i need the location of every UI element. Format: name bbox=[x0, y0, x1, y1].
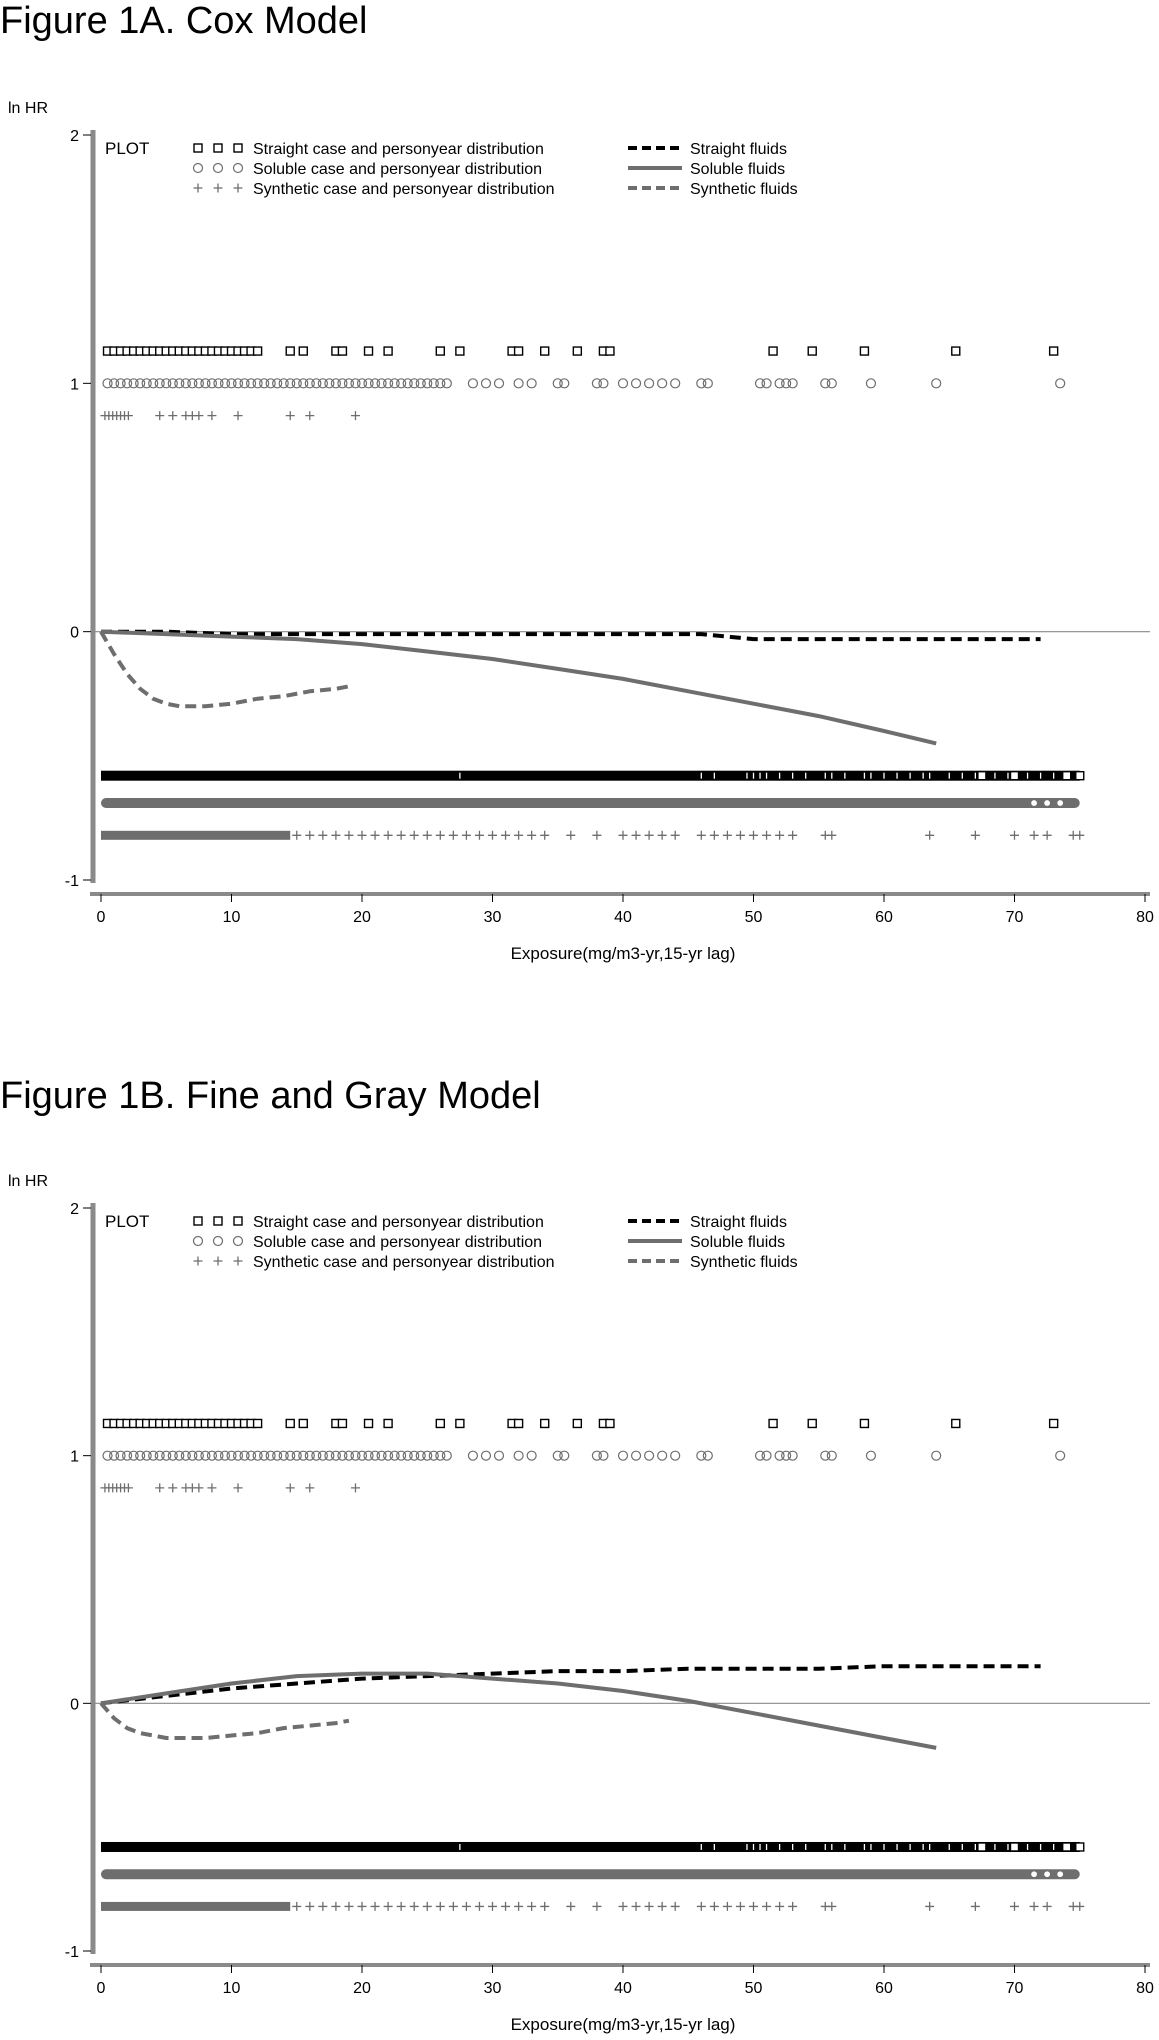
legend-label-soluble-distribution: Soluble case and personyear distribution bbox=[253, 1234, 543, 1251]
x-tick-label: 20 bbox=[353, 1980, 371, 1997]
synthetic-personyear-marker bbox=[436, 1902, 445, 1911]
soluble-personyear-band bbox=[101, 798, 1080, 808]
figure-1b-title: Figure 1B. Fine and Gray Model bbox=[0, 1075, 541, 1117]
soluble-case-marker bbox=[560, 379, 569, 388]
straight-case-marker bbox=[456, 347, 464, 355]
soluble-personyear-marker bbox=[1031, 800, 1038, 807]
synthetic-personyear-marker bbox=[318, 1902, 327, 1911]
straight-case-marker bbox=[436, 347, 444, 355]
straight-case-marker bbox=[299, 347, 307, 355]
legend-label-synthetic-fluids: Synthetic fluids bbox=[690, 181, 798, 198]
fine-gray-model-chart bbox=[0, 1145, 1159, 2040]
y-tick-label: 2 bbox=[70, 1201, 79, 1218]
synthetic-personyear-marker bbox=[305, 1902, 314, 1911]
x-tick-label: 0 bbox=[96, 1980, 106, 1997]
synthetic-personyear-marker bbox=[762, 1902, 771, 1911]
synthetic-personyear-marker bbox=[475, 831, 484, 840]
synthetic-personyear-marker bbox=[775, 831, 784, 840]
straight-case-marker bbox=[860, 347, 868, 355]
synthetic-personyear-marker bbox=[925, 1902, 934, 1911]
straight-case-marker bbox=[299, 1419, 307, 1427]
synthetic-personyear-marker bbox=[749, 831, 758, 840]
straight-case-marker bbox=[286, 1419, 294, 1427]
synthetic-personyear-marker bbox=[514, 1902, 523, 1911]
synthetic-personyear-marker bbox=[410, 831, 419, 840]
legend-marker-straight bbox=[194, 1217, 202, 1225]
x-tick-label: 0 bbox=[96, 909, 106, 926]
synthetic-personyear-marker bbox=[566, 831, 575, 840]
soluble-case-marker bbox=[866, 1451, 875, 1460]
x-tick-label: 80 bbox=[1136, 909, 1154, 926]
soluble-case-marker bbox=[827, 379, 836, 388]
synthetic-personyear-marker bbox=[566, 1902, 575, 1911]
synthetic-personyear-marker bbox=[827, 1902, 836, 1911]
synthetic-personyear-marker bbox=[762, 831, 771, 840]
synthetic-personyear-marker bbox=[619, 1902, 628, 1911]
legend-marker-soluble bbox=[234, 1237, 243, 1246]
straight-case-marker bbox=[808, 1419, 816, 1427]
synthetic-case-marker bbox=[207, 411, 216, 420]
synthetic-personyear-marker bbox=[331, 831, 340, 840]
legend-marker-straight bbox=[234, 1217, 242, 1225]
soluble-case-marker bbox=[481, 379, 490, 388]
distribution-markers bbox=[100, 347, 1084, 840]
soluble-personyear-marker bbox=[1044, 1871, 1051, 1878]
x-tick-label: 50 bbox=[744, 909, 763, 926]
legend bbox=[105, 1212, 798, 1271]
straight-case-marker bbox=[436, 1419, 444, 1427]
synthetic-personyear-marker bbox=[925, 831, 934, 840]
legend-label-straight-distribution: Straight case and personyear distribution bbox=[253, 1214, 544, 1231]
synthetic-personyear-marker bbox=[475, 1902, 484, 1911]
x-tick-label: 20 bbox=[353, 909, 371, 926]
soluble-personyear-marker bbox=[1044, 800, 1051, 807]
straight-case-marker bbox=[338, 347, 346, 355]
x-tick-label: 70 bbox=[1005, 1980, 1024, 1997]
legend-marker-soluble bbox=[194, 1237, 203, 1246]
synthetic-case-marker bbox=[351, 411, 360, 420]
soluble-case-marker bbox=[619, 1451, 628, 1460]
synthetic-personyear-marker bbox=[1010, 831, 1019, 840]
legend-label-soluble-fluids: Soluble fluids bbox=[690, 161, 786, 178]
synthetic-personyear-marker bbox=[488, 1902, 497, 1911]
legend-label-straight-distribution: Straight case and personyear distribution bbox=[253, 141, 544, 158]
synthetic-personyear-marker bbox=[371, 831, 380, 840]
straight-case-marker bbox=[541, 347, 549, 355]
straight-case-marker bbox=[808, 347, 816, 355]
cox-model-chart bbox=[0, 70, 1159, 1000]
soluble-case-marker bbox=[932, 379, 941, 388]
synthetic-personyear-marker bbox=[540, 1902, 549, 1911]
soluble-case-marker bbox=[1056, 1451, 1065, 1460]
y-axis-label: ln HR bbox=[8, 100, 49, 117]
straight-case-marker bbox=[254, 1419, 262, 1427]
straight-case-marker bbox=[606, 1419, 614, 1427]
synthetic-personyear-marker bbox=[671, 831, 680, 840]
soluble-case-marker bbox=[703, 379, 712, 388]
straight-personyear-marker bbox=[1076, 772, 1084, 780]
soluble-fluids-line bbox=[101, 632, 936, 744]
y-tick-label: -1 bbox=[64, 1944, 79, 1961]
legend-label-soluble-fluids: Soluble fluids bbox=[690, 1234, 786, 1251]
legend-marker-synthetic bbox=[234, 184, 243, 193]
straight-personyear-band bbox=[101, 771, 1080, 781]
straight-personyear-marker bbox=[1011, 1843, 1019, 1851]
straight-case-marker bbox=[952, 347, 960, 355]
legend-label-straight-fluids: Straight fluids bbox=[690, 1214, 787, 1231]
synthetic-personyear-marker bbox=[527, 1902, 536, 1911]
soluble-case-marker bbox=[827, 1451, 836, 1460]
legend-label-synthetic-distribution: Synthetic case and personyear distribution bbox=[253, 181, 555, 198]
legend-marker-synthetic bbox=[234, 1257, 243, 1266]
soluble-case-marker bbox=[599, 379, 608, 388]
soluble-case-marker bbox=[481, 1451, 490, 1460]
synthetic-case-marker bbox=[351, 1483, 360, 1492]
synthetic-personyear-marker bbox=[1030, 1902, 1039, 1911]
x-tick-label: 40 bbox=[614, 909, 632, 926]
straight-case-marker bbox=[769, 1419, 777, 1427]
legend-marker-synthetic bbox=[194, 1257, 203, 1266]
synthetic-case-marker bbox=[207, 1483, 216, 1492]
straight-case-marker bbox=[573, 1419, 581, 1427]
soluble-case-marker bbox=[866, 379, 875, 388]
plot-label: PLOT bbox=[105, 139, 150, 158]
synthetic-personyear-marker bbox=[971, 1902, 980, 1911]
straight-case-marker bbox=[541, 1419, 549, 1427]
synthetic-personyear-marker bbox=[397, 831, 406, 840]
synthetic-personyear-marker bbox=[971, 831, 980, 840]
soluble-case-marker bbox=[468, 1451, 477, 1460]
synthetic-personyear-marker bbox=[318, 831, 327, 840]
x-tick-label: 30 bbox=[483, 1980, 502, 1997]
synthetic-personyear-marker bbox=[384, 831, 393, 840]
synthetic-personyear-marker bbox=[462, 1902, 471, 1911]
synthetic-personyear-marker bbox=[632, 1902, 641, 1911]
synthetic-personyear-marker bbox=[423, 1902, 432, 1911]
straight-case-marker bbox=[338, 1419, 346, 1427]
legend-marker-straight bbox=[214, 144, 222, 152]
synthetic-personyear-marker bbox=[436, 831, 445, 840]
synthetic-case-marker bbox=[168, 1483, 177, 1492]
plot-area bbox=[83, 1203, 1150, 1973]
synthetic-case-marker bbox=[155, 411, 164, 420]
synthetic-personyear-marker bbox=[645, 831, 654, 840]
x-tick-label: 30 bbox=[483, 909, 502, 926]
straight-personyear-marker bbox=[1011, 772, 1019, 780]
synthetic-personyear-marker bbox=[658, 831, 667, 840]
legend-marker-soluble bbox=[214, 1237, 223, 1246]
y-tick-label: -1 bbox=[64, 873, 79, 890]
straight-case-marker bbox=[1050, 1419, 1058, 1427]
legend-marker-straight bbox=[194, 144, 202, 152]
soluble-case-marker bbox=[632, 379, 641, 388]
soluble-case-marker bbox=[1056, 379, 1065, 388]
straight-case-marker bbox=[365, 1419, 373, 1427]
soluble-case-marker bbox=[442, 379, 451, 388]
legend-marker-soluble bbox=[214, 164, 223, 173]
legend-label-soluble-distribution: Soluble case and personyear distribution bbox=[253, 161, 543, 178]
soluble-case-marker bbox=[619, 379, 628, 388]
synthetic-case-marker bbox=[155, 1483, 164, 1492]
synthetic-personyear-marker bbox=[1075, 1902, 1084, 1911]
soluble-case-marker bbox=[495, 1451, 504, 1460]
x-tick-label: 80 bbox=[1136, 1980, 1154, 1997]
synthetic-personyear-marker bbox=[1075, 831, 1084, 840]
soluble-case-marker bbox=[632, 1451, 641, 1460]
synthetic-personyear-marker bbox=[592, 831, 601, 840]
soluble-case-marker bbox=[514, 379, 523, 388]
synthetic-personyear-marker bbox=[632, 831, 641, 840]
synthetic-personyear-marker bbox=[501, 831, 510, 840]
x-tick-label: 10 bbox=[222, 909, 241, 926]
x-tick-label: 60 bbox=[875, 1980, 893, 1997]
synthetic-personyear-marker bbox=[501, 1902, 510, 1911]
y-tick-label: 0 bbox=[70, 1696, 79, 1714]
synthetic-personyear-marker bbox=[292, 1902, 301, 1911]
soluble-case-marker bbox=[468, 379, 477, 388]
soluble-personyear-marker bbox=[1057, 800, 1064, 807]
synthetic-personyear-marker bbox=[788, 831, 797, 840]
straight-case-marker bbox=[515, 347, 523, 355]
soluble-personyear-band bbox=[101, 1869, 1080, 1879]
synthetic-personyear-marker bbox=[723, 831, 732, 840]
soluble-case-marker bbox=[442, 1451, 451, 1460]
synthetic-case-marker bbox=[305, 1483, 314, 1492]
synthetic-case-marker bbox=[168, 411, 177, 420]
synthetic-personyear-marker bbox=[488, 831, 497, 840]
straight-personyear-marker bbox=[978, 1843, 986, 1851]
y-tick-label: 2 bbox=[70, 128, 79, 145]
synthetic-personyear-marker bbox=[384, 1902, 393, 1911]
synthetic-personyear-marker bbox=[788, 1902, 797, 1911]
y-tick-label: 1 bbox=[70, 376, 79, 394]
soluble-case-marker bbox=[527, 1451, 536, 1460]
synthetic-case-marker bbox=[124, 411, 133, 420]
synthetic-case-marker bbox=[194, 411, 203, 420]
soluble-case-marker bbox=[560, 1451, 569, 1460]
straight-case-marker bbox=[1050, 347, 1058, 355]
synthetic-case-marker bbox=[194, 1483, 203, 1492]
plot-area bbox=[83, 130, 1150, 902]
soluble-case-marker bbox=[671, 379, 680, 388]
soluble-case-marker bbox=[762, 379, 771, 388]
synthetic-personyear-marker bbox=[449, 831, 458, 840]
straight-case-marker bbox=[456, 1419, 464, 1427]
y-tick-label: 0 bbox=[70, 624, 79, 642]
legend-marker-synthetic bbox=[194, 184, 203, 193]
synthetic-case-marker bbox=[234, 1483, 243, 1492]
synthetic-personyear-marker bbox=[397, 1902, 406, 1911]
soluble-case-marker bbox=[658, 1451, 667, 1460]
synthetic-personyear-marker bbox=[344, 831, 353, 840]
legend-marker-straight bbox=[234, 144, 242, 152]
synthetic-case-marker bbox=[286, 1483, 295, 1492]
x-axis-label: Exposure(mg/m3-yr,15-yr lag) bbox=[510, 944, 736, 963]
soluble-case-marker bbox=[645, 1451, 654, 1460]
straight-personyear-marker bbox=[978, 772, 986, 780]
soluble-case-marker bbox=[599, 1451, 608, 1460]
figure-1a-title: Figure 1A. Cox Model bbox=[0, 0, 368, 42]
straight-case-marker bbox=[286, 347, 294, 355]
soluble-case-marker bbox=[671, 1451, 680, 1460]
straight-case-marker bbox=[515, 1419, 523, 1427]
straight-case-marker bbox=[573, 347, 581, 355]
synthetic-personyear-marker bbox=[710, 831, 719, 840]
synthetic-personyear-marker bbox=[292, 831, 301, 840]
plot-label: PLOT bbox=[105, 1212, 150, 1231]
legend-marker-soluble bbox=[234, 164, 243, 173]
straight-case-marker bbox=[860, 1419, 868, 1427]
straight-case-marker bbox=[384, 347, 392, 355]
synthetic-personyear-marker bbox=[1010, 1902, 1019, 1911]
soluble-personyear-marker bbox=[1031, 1871, 1038, 1878]
soluble-case-marker bbox=[658, 379, 667, 388]
synthetic-personyear-marker bbox=[358, 831, 367, 840]
x-axis-label: Exposure(mg/m3-yr,15-yr lag) bbox=[510, 2015, 736, 2034]
synthetic-personyear-marker bbox=[514, 831, 523, 840]
soluble-case-marker bbox=[495, 379, 504, 388]
straight-case-marker bbox=[384, 1419, 392, 1427]
synthetic-personyear-marker bbox=[775, 1902, 784, 1911]
x-tick-label: 70 bbox=[1005, 909, 1024, 926]
synthetic-fluids-line bbox=[101, 1703, 349, 1738]
synthetic-personyear-marker bbox=[671, 1902, 680, 1911]
legend-label-synthetic-distribution: Synthetic case and personyear distribution bbox=[253, 1254, 555, 1271]
y-tick-label: 1 bbox=[70, 1448, 79, 1466]
legend-marker-synthetic bbox=[214, 184, 223, 193]
synthetic-personyear-marker bbox=[344, 1902, 353, 1911]
straight-case-marker bbox=[254, 347, 262, 355]
synthetic-personyear-marker bbox=[645, 1902, 654, 1911]
synthetic-personyear-marker bbox=[449, 1902, 458, 1911]
soluble-case-marker bbox=[932, 1451, 941, 1460]
legend-label-synthetic-fluids: Synthetic fluids bbox=[690, 1254, 798, 1271]
synthetic-personyear-marker bbox=[710, 1902, 719, 1911]
synthetic-personyear-marker bbox=[423, 831, 432, 840]
soluble-case-marker bbox=[788, 379, 797, 388]
legend-marker-straight bbox=[214, 1217, 222, 1225]
soluble-case-marker bbox=[762, 1451, 771, 1460]
soluble-case-marker bbox=[527, 379, 536, 388]
straight-case-marker bbox=[952, 1419, 960, 1427]
straight-personyear-band bbox=[101, 1842, 1080, 1852]
straight-personyear-marker bbox=[1063, 1843, 1071, 1851]
straight-case-marker bbox=[606, 347, 614, 355]
synthetic-personyear-marker bbox=[527, 831, 536, 840]
soluble-personyear-marker bbox=[1057, 1871, 1064, 1878]
straight-case-marker bbox=[769, 347, 777, 355]
x-tick-label: 10 bbox=[222, 1980, 241, 1997]
soluble-case-marker bbox=[514, 1451, 523, 1460]
legend-marker-soluble bbox=[194, 164, 203, 173]
synthetic-personyear-marker bbox=[592, 1902, 601, 1911]
synthetic-personyear-marker bbox=[371, 1902, 380, 1911]
synthetic-personyear-marker bbox=[540, 831, 549, 840]
synthetic-case-marker bbox=[234, 411, 243, 420]
synthetic-personyear-marker bbox=[697, 831, 706, 840]
synthetic-personyear-marker bbox=[749, 1902, 758, 1911]
synthetic-personyear-marker bbox=[697, 1902, 706, 1911]
soluble-case-marker bbox=[788, 1451, 797, 1460]
synthetic-case-marker bbox=[286, 411, 295, 420]
legend-marker-synthetic bbox=[214, 1257, 223, 1266]
straight-case-marker bbox=[365, 347, 373, 355]
synthetic-case-marker bbox=[305, 411, 314, 420]
synthetic-personyear-marker bbox=[827, 831, 836, 840]
straight-personyear-marker bbox=[1076, 1843, 1084, 1851]
synthetic-case-marker bbox=[124, 1483, 133, 1492]
synthetic-personyear-marker bbox=[1043, 1902, 1052, 1911]
synthetic-personyear-band bbox=[101, 831, 290, 840]
synthetic-personyear-marker bbox=[1043, 831, 1052, 840]
synthetic-personyear-marker bbox=[305, 831, 314, 840]
synthetic-personyear-band bbox=[101, 1902, 290, 1911]
synthetic-fluids-line bbox=[101, 632, 349, 707]
soluble-case-marker bbox=[645, 379, 654, 388]
synthetic-personyear-marker bbox=[723, 1902, 732, 1911]
synthetic-personyear-marker bbox=[462, 831, 471, 840]
x-tick-label: 50 bbox=[744, 1980, 763, 1997]
soluble-case-marker bbox=[703, 1451, 712, 1460]
synthetic-personyear-marker bbox=[619, 831, 628, 840]
synthetic-personyear-marker bbox=[331, 1902, 340, 1911]
legend-label-straight-fluids: Straight fluids bbox=[690, 141, 787, 158]
synthetic-personyear-marker bbox=[1030, 831, 1039, 840]
legend bbox=[105, 139, 798, 198]
synthetic-personyear-marker bbox=[736, 1902, 745, 1911]
synthetic-personyear-marker bbox=[658, 1902, 667, 1911]
synthetic-personyear-marker bbox=[358, 1902, 367, 1911]
synthetic-personyear-marker bbox=[736, 831, 745, 840]
x-tick-label: 40 bbox=[614, 1980, 632, 1997]
x-tick-label: 60 bbox=[875, 909, 893, 926]
synthetic-personyear-marker bbox=[410, 1902, 419, 1911]
straight-personyear-marker bbox=[1063, 772, 1071, 780]
y-axis-label: ln HR bbox=[8, 1173, 49, 1190]
